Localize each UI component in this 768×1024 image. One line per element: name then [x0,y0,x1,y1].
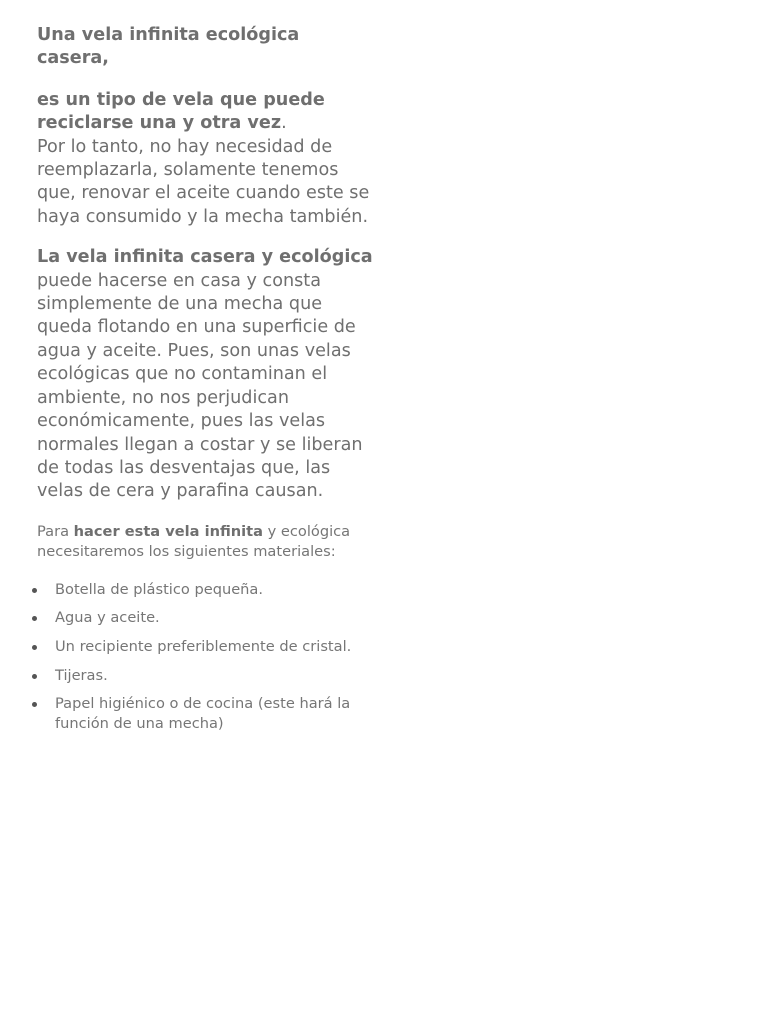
list-item [0,666,380,686]
paragraph-recycle [37,89,377,229]
materials-intro [37,522,377,562]
list-item [0,580,380,600]
intro-post-text: y ecológica necesitaremos los siguientes materiales: [37,522,351,560]
intro-pre-text: Para [37,522,74,540]
list-item-text: Botella de plástico pequeña. [55,580,264,598]
materials-list [0,580,380,734]
paragraph-description [37,246,377,503]
recycle-bold-text: es un tipo de vela que puede reciclarse una y otra vez [37,89,325,134]
list-item-text: Un recipiente preferiblemente de cristal. [55,637,352,655]
list-item [0,637,380,657]
intro-bold-text: hacer esta vela infinita [73,522,263,540]
description-text: puede hacerse en casa y consta simplemente de una mecha que queda flotando en una superficie de agua y aceite. Pues, son unas velas ecológicas que no contaminan el ambiente, no nos perjudican económicamente, pues las velas normales llegan a costar y se liberan de todas las desventajas que, las velas de cera y parafina causan. [37,270,363,502]
recycle-period: . [281,113,287,134]
bullet-icon [32,588,37,593]
list-item [0,608,380,628]
recycle-text: Por lo tanto, no hay necesidad de reemplazarla, solamente tenemos que, renovar el aceite cuando este se haya consumido y la mecha también. [37,136,370,227]
bullet-icon [32,616,37,621]
article-body [37,24,377,743]
list-item-text: Papel higiénico o de cocina (este hará la función de una mecha) [55,695,351,733]
bullet-icon [32,674,37,679]
bullet-icon [32,702,37,707]
list-item [0,694,380,734]
description-bold-text: La vela infinita casera y ecológica [37,247,373,268]
list-item-text: Tijeras. [55,666,108,684]
list-item-text: Agua y aceite. [55,609,160,627]
bullet-icon [32,645,37,650]
paragraph-title [37,24,377,71]
title-bold-text: Una vela infinita ecológica casera, [37,25,300,69]
